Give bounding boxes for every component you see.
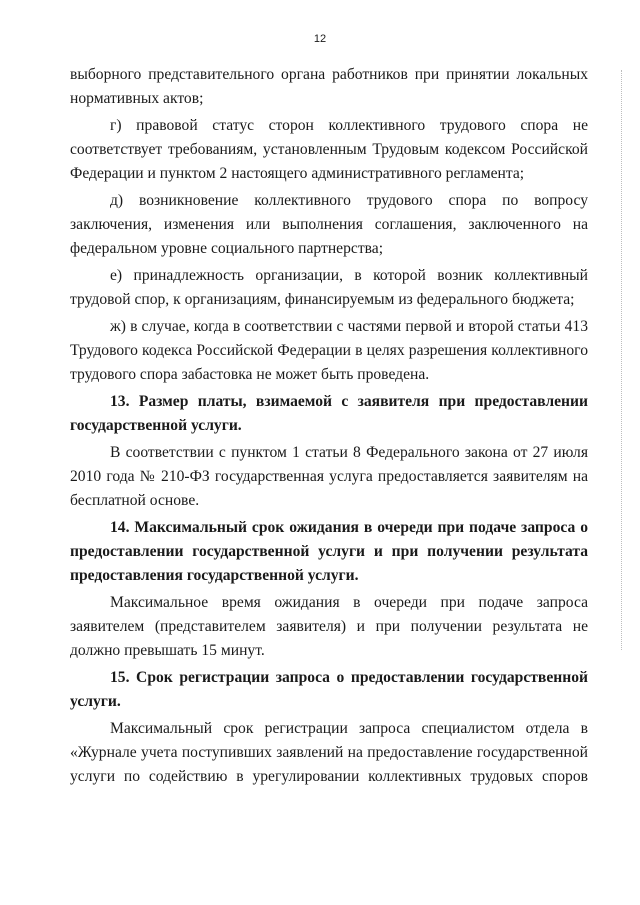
document-body bbox=[70, 62, 588, 791]
paragraph-section-15: Максимальный срок регистрации запроса специалистом отдела в «Журнале учета поступивших заявлений на предоставление государственной услуги по содействию в урегулировании коллективных трудовых споров bbox=[70, 720, 588, 785]
page-number: 12 bbox=[313, 33, 327, 45]
section-heading-14: 14. Максимальный срок ожидания в очереди при подаче запроса о предоставлении государственной услуги и при получении результата предоставления государственной услуги. bbox=[70, 519, 588, 584]
paragraph-item-e: е) принадлежность организации, в которой возник коллективный трудовой спор, к организациям, финансируемым из федерального бюджета; bbox=[70, 267, 588, 308]
paragraph-item-g: г) правовой статус сторон коллективного трудового спора не соответствует требованиям, установленным Трудовым кодексом Российской Федерации и пунктом 2 настоящего административного регламента; bbox=[70, 117, 588, 182]
section-heading-15: 15. Срок регистрации запроса о предоставлении государственной услуги. bbox=[70, 669, 588, 710]
paragraph-section-13: В соответствии с пунктом 1 статьи 8 Федерального закона от 27 июля 2010 года № 210-ФЗ государственная услуга предоставляется заявителям на бесплатной основе. bbox=[70, 444, 588, 509]
paragraph-continuation: выборного представительного органа работников при принятии локальных нормативных актов; bbox=[70, 66, 588, 107]
section-heading-13: 13. Размер платы, взимаемой с заявителя при предоставлении государственной услуги. bbox=[70, 393, 588, 434]
paragraph-section-14: Максимальное время ожидания в очереди при подаче запроса заявителем (представителем заявителя) и при получении результата не должно превышать 15 минут. bbox=[70, 594, 588, 659]
paragraph-item-zh: ж) в случае, когда в соответствии с частями первой и второй статьи 413 Трудового кодекса Российской Федерации в целях разрешения коллективного трудового спора забастовка не может быть проведена. bbox=[70, 318, 588, 383]
margin-dotted-line bbox=[621, 70, 622, 650]
paragraph-item-d: д) возникновение коллективного трудового спора по вопросу заключения, изменения или выполнения соглашения, заключенного на федеральном уровне социального партнерства; bbox=[70, 192, 588, 257]
